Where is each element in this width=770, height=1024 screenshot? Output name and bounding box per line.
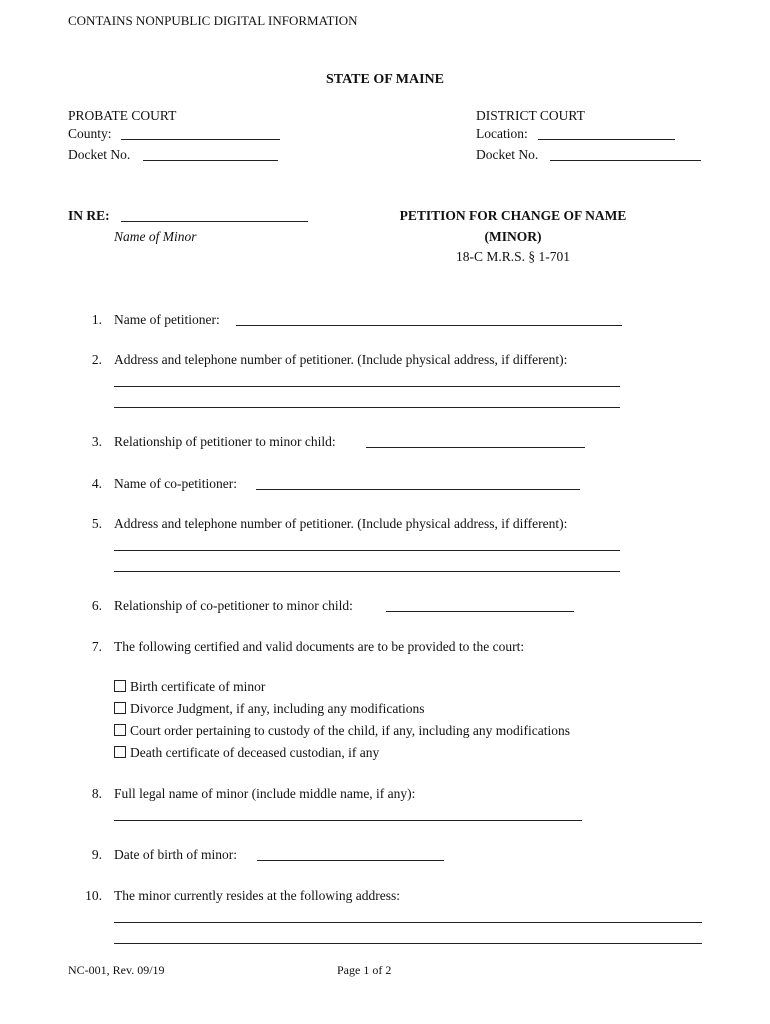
document-option[interactable] <box>114 701 425 717</box>
item-number: 10. <box>85 888 102 903</box>
item-number: 8. <box>91 786 102 801</box>
item-number: 7. <box>91 639 102 654</box>
item-number: 4. <box>91 476 102 491</box>
location-field[interactable] <box>538 139 675 140</box>
county-label: County: <box>68 126 112 141</box>
state-title: STATE OF MAINE <box>326 72 444 87</box>
document-option[interactable] <box>114 745 379 761</box>
in-re-label: IN RE: <box>68 208 110 223</box>
form-id: NC-001, Rev. 09/19 <box>68 963 165 977</box>
minor-full-name-field[interactable] <box>114 820 582 821</box>
petitioner-address-line-2[interactable] <box>114 407 620 408</box>
nonpublic-notice: CONTAINS NONPUBLIC DIGITAL INFORMATION <box>68 13 358 28</box>
petitioner-relationship-field[interactable] <box>366 447 585 448</box>
checkbox[interactable] <box>114 746 126 758</box>
page-number: Page 1 of 2 <box>337 963 392 977</box>
item-number: 3. <box>91 434 102 449</box>
minor-address-line-2[interactable] <box>114 943 702 944</box>
item-6-label: Relationship of co-petitioner to minor child: <box>114 598 353 613</box>
statute-reference: 18-C M.R.S. § 1-701 <box>455 249 570 264</box>
county-field[interactable] <box>121 139 280 140</box>
item-3-label: Relationship of petitioner to minor child: <box>114 434 336 449</box>
minor-dob-field[interactable] <box>257 860 444 861</box>
item-5-label: Address and telephone number of petitioner. (Include physical address, if different): <box>114 516 568 531</box>
document-label: Death certificate of deceased custodian, if any <box>130 745 380 760</box>
checkbox[interactable] <box>114 680 126 692</box>
item-number: 1. <box>91 312 102 327</box>
co-petitioner-relationship-field[interactable] <box>386 611 574 612</box>
district-docket-field[interactable] <box>550 160 701 161</box>
document-label: Court order pertaining to custody of the child, if any, including any modifications <box>130 723 571 738</box>
item-7-label: The following certified and valid documents are to be provided to the court: <box>114 639 525 654</box>
minor-name-field[interactable] <box>121 221 308 222</box>
minor-name-caption: Name of Minor <box>114 229 197 244</box>
checkbox[interactable] <box>114 702 126 714</box>
co-petitioner-name-field[interactable] <box>256 489 580 490</box>
co-petitioner-address-line-1[interactable] <box>114 550 620 551</box>
item-number: 6. <box>91 598 102 613</box>
document-label: Divorce Judgment, if any, including any modifications <box>130 701 425 716</box>
item-1-label: Name of petitioner: <box>114 312 220 327</box>
item-8-label: Full legal name of minor (include middle name, if any): <box>114 786 416 801</box>
checkbox[interactable] <box>114 724 126 736</box>
petition-subtitle: (MINOR) <box>484 229 542 244</box>
probate-docket-label: Docket No. <box>68 147 131 162</box>
probate-court-title: PROBATE COURT <box>68 108 177 123</box>
item-number: 9. <box>91 847 102 862</box>
petition-title: PETITION FOR CHANGE OF NAME <box>399 208 627 223</box>
document-option[interactable] <box>114 679 265 695</box>
item-number: 2. <box>91 352 102 367</box>
co-petitioner-address-line-2[interactable] <box>114 571 620 572</box>
item-4-label: Name of co-petitioner: <box>114 476 237 491</box>
document-label: Birth certificate of minor <box>130 679 266 694</box>
petitioner-name-field[interactable] <box>236 325 622 326</box>
petitioner-address-line-1[interactable] <box>114 386 620 387</box>
probate-docket-field[interactable] <box>143 160 278 161</box>
district-docket-label: Docket No. <box>476 147 539 162</box>
district-court-title: DISTRICT COURT <box>476 108 585 123</box>
item-2-label: Address and telephone number of petitioner. (Include physical address, if different): <box>114 352 568 367</box>
item-number: 5. <box>91 516 102 531</box>
minor-address-line-1[interactable] <box>114 922 702 923</box>
item-9-label: Date of birth of minor: <box>114 847 237 862</box>
item-10-label: The minor currently resides at the following address: <box>114 888 401 903</box>
document-option[interactable] <box>114 723 570 739</box>
location-label: Location: <box>476 126 528 141</box>
